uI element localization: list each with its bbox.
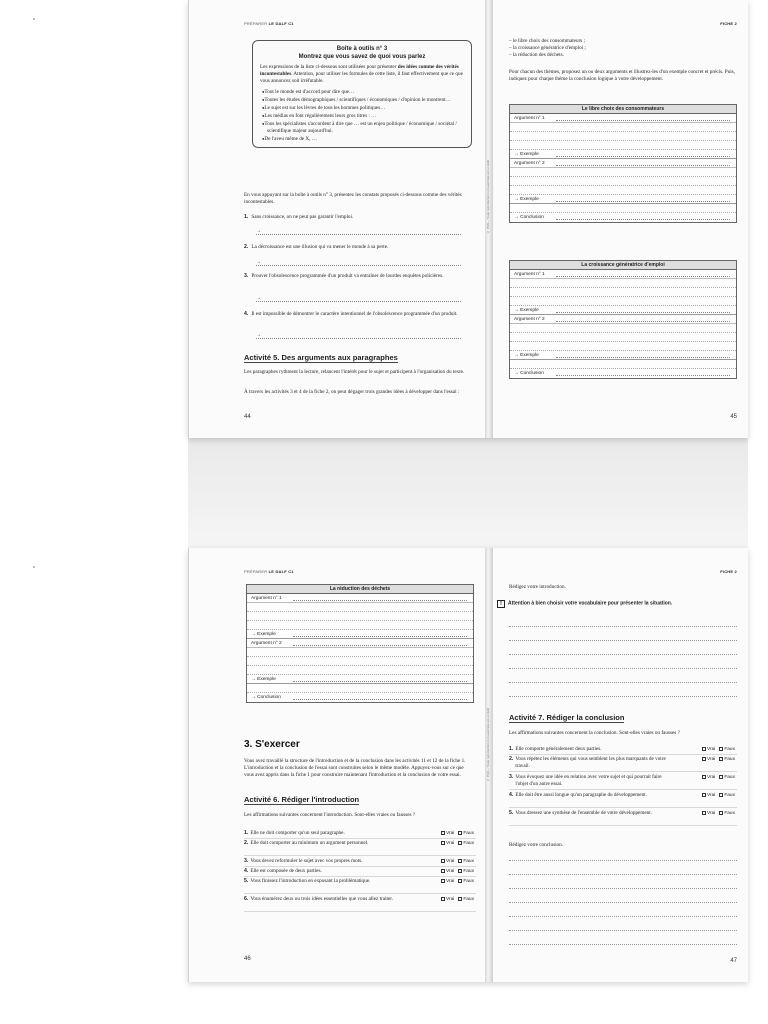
writing-line[interactable] — [247, 603, 473, 612]
scan-speck — [33, 18, 35, 20]
running-head: PRÉPARER LE DALF C1 — [244, 21, 294, 26]
writing-line[interactable] — [247, 657, 473, 666]
writing-line[interactable] — [510, 360, 736, 369]
argument-2-row[interactable]: Argument n° 2 — [510, 315, 736, 324]
vf-item-3: 3. Vous devez reformuler le sujet avec vos propres mots. Vrai Faux — [244, 858, 476, 867]
faux-checkbox[interactable]: Faux — [458, 831, 474, 836]
writing-line[interactable] — [510, 204, 736, 213]
vrai-checkbox[interactable]: Vrai — [702, 775, 715, 780]
vrai-checkbox[interactable]: Vrai — [702, 747, 715, 752]
scan-gap-shadow — [188, 438, 748, 548]
page-46 — [244, 548, 476, 982]
write-intro-instruction: Rédigez votre introduction. — [509, 584, 566, 590]
argument-1-row[interactable]: Argument n° 1 — [510, 270, 736, 279]
page-45 — [509, 0, 737, 438]
page-number: 44 — [244, 414, 251, 420]
conclusion-writing-line[interactable] — [509, 888, 737, 889]
table-title: La croissance génératrice d'emploi — [510, 261, 736, 270]
toolbox-title: Boîte à outils n° 3 — [336, 46, 388, 52]
activity-7-instruction: Les affirmations suivantes concernent la conclusion. Sont-elles vraies ou fausses ? — [509, 730, 680, 736]
question-4: 4. Il est impossible de démontrer le caractère intentionnel de l'obsolescence programmée d'un produit. — [244, 311, 458, 317]
conclusion-writing-line[interactable] — [509, 930, 737, 931]
faux-checkbox[interactable]: Faux — [719, 775, 735, 780]
toolbox-item: ● Tout le monde est d'accord pour dire que… — [260, 88, 464, 96]
faux-checkbox[interactable]: Faux — [719, 811, 735, 816]
writing-line[interactable] — [510, 342, 736, 351]
answer-line-4[interactable]: → — [256, 332, 461, 339]
question-1: 1. Sans croissance, on ne peut pas garantir l'emploi. — [244, 214, 354, 220]
intro-writing-line[interactable] — [509, 668, 737, 669]
writing-line[interactable] — [510, 177, 736, 186]
running-head: FICHE 2 — [720, 21, 737, 26]
vf-item-1: 1. Elle ne doit comporter qu'un seul paragraphe. Vrai Faux — [244, 830, 476, 839]
writing-line[interactable] — [510, 123, 736, 132]
writing-line[interactable] — [510, 141, 736, 150]
faux-checkbox[interactable]: Faux — [458, 869, 474, 874]
page-number: 46 — [244, 956, 251, 962]
writing-line[interactable] — [247, 621, 473, 630]
toolbox-item: ● Tous les spécialistes s'accordent à dire que … est un enjeu politique / économique / sociétal / scientifique majeur aujourd'hui. — [260, 120, 464, 135]
table-croissance — [509, 260, 737, 379]
toolbox-item: ● Toutes les études démographiques / scientifiques / économiques / d'opinion le montrent… — [260, 96, 464, 104]
faux-checkbox[interactable]: Faux — [458, 859, 474, 864]
exercise-instruction: En vous appuyant sur la boîte à outils n° 3, présentez les constats proposés ci-dessous comme des vérités incontestables. — [244, 192, 462, 205]
faux-checkbox[interactable]: Faux — [719, 757, 735, 762]
section-text: Vous avez travaillé la structure de l'introduction et de la conclusion dans les activités 11 et 12 de la fiche 1. L'introduction et la conclusion de l'essai sont construites selon le même modèle. Appuyez-vous sur ce que vous avez appris dans la fiche 1 pour construire maintenant l'introduction et la conclusion de votre essai. — [244, 758, 466, 778]
vf-item-5: 5. Vous finissez l'introduction en exposant la problématique. Vrai Faux — [244, 878, 476, 894]
vrai-checkbox[interactable]: Vrai — [441, 859, 454, 864]
vrai-checkbox[interactable]: Vrai — [702, 757, 715, 762]
answer-line-3[interactable]: → — [256, 295, 461, 302]
vrai-checkbox[interactable]: Vrai — [441, 831, 454, 836]
activity-5-title: Activité 5. Des arguments aux paragraphes — [244, 353, 398, 362]
vf-item-4: 4. Elle doit être aussi longue qu'un paragraphe du développement. Vrai Faux — [509, 792, 737, 808]
argument-1-row[interactable]: Argument n° 1 — [510, 114, 736, 123]
vf-item-4: 4. Elle est composée de deux parties. Vrai Faux — [244, 868, 476, 877]
faux-checkbox[interactable]: Faux — [458, 841, 474, 846]
scan-speck — [33, 566, 35, 568]
bottom-book-spread — [188, 548, 748, 982]
example-row[interactable]: → Exemple — [510, 150, 736, 159]
writing-line[interactable] — [510, 168, 736, 177]
toolbox-item: ● De l'aveu même de X, … — [260, 135, 464, 143]
conclusion-writing-line[interactable] — [509, 860, 737, 861]
question-3: 3. Prouver l'obsolescence programmée d'un produit va entraîner de lourdes enquêtes policières. — [244, 273, 444, 279]
example-row[interactable]: → Exemple — [247, 630, 473, 639]
writing-line[interactable] — [510, 297, 736, 306]
example-row[interactable]: → Exemple — [510, 195, 736, 204]
activity-6-title: Activité 6. Rédiger l'introduction — [244, 795, 360, 804]
argument-1-row[interactable]: Argument n° 1 — [247, 594, 473, 603]
argument-2-row[interactable]: Argument n° 2 — [510, 159, 736, 168]
answer-line-1[interactable]: → — [256, 228, 461, 235]
faux-checkbox[interactable]: Faux — [719, 793, 735, 798]
answer-line-2[interactable]: → — [256, 259, 461, 266]
writing-line[interactable] — [510, 186, 736, 195]
vrai-checkbox[interactable]: Vrai — [702, 793, 715, 798]
conclusion-row[interactable]: → Conclusion — [247, 693, 473, 702]
intro-writing-line[interactable] — [509, 696, 737, 697]
activity-5-text-1: Les paragraphes rythment la lecture, relancent l'intérêt pour le sujet et participent à l'organisation du texte. — [244, 369, 465, 375]
vf-item-6: 6. Vous énumérez deux ou trois idées essentielles que vous allez traiter. Vrai Faux — [244, 896, 476, 912]
writing-line[interactable] — [510, 333, 736, 342]
vf-item-3: 3. Vous évoquez une idée en relation avec votre sujet et qui pourrait faire l'objet d'un autre essai. Vrai Faux — [509, 774, 737, 790]
vf-item-1: 1. Elle comporte généralement deux parties. Vrai Faux — [509, 746, 737, 755]
writing-line[interactable] — [510, 288, 736, 297]
running-head: FICHE 2 — [720, 569, 737, 574]
faux-checkbox[interactable]: Faux — [458, 879, 474, 884]
toolbox-intro: Les expressions de la liste ci-dessous sont utilisées pour présenter des idées comme des vérités incontestables. Attention, pour utiliser les formules de cette liste, il faut effectivement que ce que vous annoncez soit irréfutable. — [260, 64, 463, 84]
table-reduction-dechets — [246, 584, 474, 703]
vrai-checkbox[interactable]: Vrai — [441, 869, 454, 874]
toolbox-item: ● Le sujet est sur les lèvres de tous les hommes politiques… — [260, 104, 464, 112]
table-instruction: Pour chacun des thèmes, proposez un ou deux arguments et illustrez-les d'un exemple concret et précis. Puis, indiquez pour chaque thème la conclusion logique à votre développement. — [509, 69, 736, 82]
toolbox-subtitle: Montrez que vous savez de quoi vous parlez — [298, 54, 426, 60]
activity-5-text-2: À travers les activités 3 et 4 de la fiche 2, on peut dégager trois grandes idées à développer dans l'essai : — [244, 389, 460, 395]
table-title: Le libre choix des consommateurs — [510, 105, 736, 114]
vrai-checkbox[interactable]: Vrai — [441, 897, 454, 902]
writing-line[interactable] — [247, 666, 473, 675]
question-2: 2. La décroissance est une illusion qui va mener le monde à sa perte. — [244, 244, 389, 250]
vrai-checkbox[interactable]: Vrai — [441, 841, 454, 846]
writing-line[interactable] — [247, 648, 473, 657]
writing-line[interactable] — [510, 132, 736, 141]
page-number: 45 — [730, 414, 737, 420]
argument-2-row[interactable]: Argument n° 2 — [247, 639, 473, 648]
vf-item-2: 2. Elle doit comporter au minimum un argument personnel. Vrai Faux — [244, 840, 476, 856]
faux-checkbox[interactable]: Faux — [458, 897, 474, 902]
writing-line[interactable] — [510, 279, 736, 288]
conclusion-row[interactable]: → Conclusion — [510, 213, 736, 222]
vrai-checkbox[interactable]: Vrai — [702, 811, 715, 816]
toolbox-3 — [252, 40, 472, 148]
page-47 — [500, 548, 737, 982]
table-libre-choix — [509, 104, 737, 223]
conclusion-writing-line[interactable] — [509, 902, 737, 903]
top-book-spread — [188, 0, 748, 438]
intro-writing-line[interactable] — [509, 654, 737, 655]
theme-list: – le libre choix des consommateurs ; – la croissance génératrice d'emploi ; – la réduction des déchets. — [509, 38, 586, 58]
page-number: 47 — [730, 958, 737, 964]
vrai-checkbox[interactable]: Vrai — [441, 879, 454, 884]
example-row[interactable]: → Exemple — [510, 351, 736, 360]
warning-note: ! Attention à bien choisir votre vocabulaire pour présenter la situation. — [497, 600, 672, 608]
gutter-copyright: © PUG – Toute reproduction non autorisée est un délit — [486, 160, 490, 234]
vf-item-5: 5. Vous dressez une synthèse de l'ensemble de votre développement. Vrai Faux — [509, 810, 737, 826]
writing-line[interactable] — [247, 612, 473, 621]
activity-6-instruction: Les affirmations suivantes concernent l'introduction. Sont-elles vraies ou fausses ? — [244, 812, 416, 818]
table-title: La réduction des déchets — [247, 585, 473, 594]
warning-icon: ! — [497, 600, 505, 608]
activity-7-title: Activité 7. Rédiger la conclusion — [509, 713, 625, 722]
intro-writing-line[interactable] — [509, 682, 737, 683]
writing-line[interactable] — [510, 324, 736, 333]
conclusion-writing-line[interactable] — [509, 944, 737, 945]
gutter-copyright: © PUG – Toute reproduction non autorisée est un délit — [486, 708, 490, 782]
conclusion-writing-line[interactable] — [509, 874, 737, 875]
page-44 — [244, 0, 476, 438]
toolbox-item: ● Les médias en font régulièrement leurs gros titres : … — [260, 112, 464, 120]
section-title: 3. S'exercer — [244, 739, 300, 750]
running-head: PRÉPARER LE DALF C1 — [244, 569, 294, 574]
intro-writing-line[interactable] — [509, 626, 737, 627]
faux-checkbox[interactable]: Faux — [719, 747, 735, 752]
example-row[interactable]: → Exemple — [510, 306, 736, 315]
conclusion-row[interactable]: → Conclusion — [510, 369, 736, 378]
vf-item-2: 2. Vous répétez les éléments qui vous semblent les plus marquants de votre travail. Vrai Faux — [509, 756, 737, 772]
example-row[interactable]: → Exemple — [247, 675, 473, 684]
writing-line[interactable] — [247, 684, 473, 693]
conclusion-writing-line[interactable] — [509, 916, 737, 917]
intro-writing-line[interactable] — [509, 640, 737, 641]
write-conclusion-instruction: Rédigez votre conclusion. — [509, 842, 564, 848]
